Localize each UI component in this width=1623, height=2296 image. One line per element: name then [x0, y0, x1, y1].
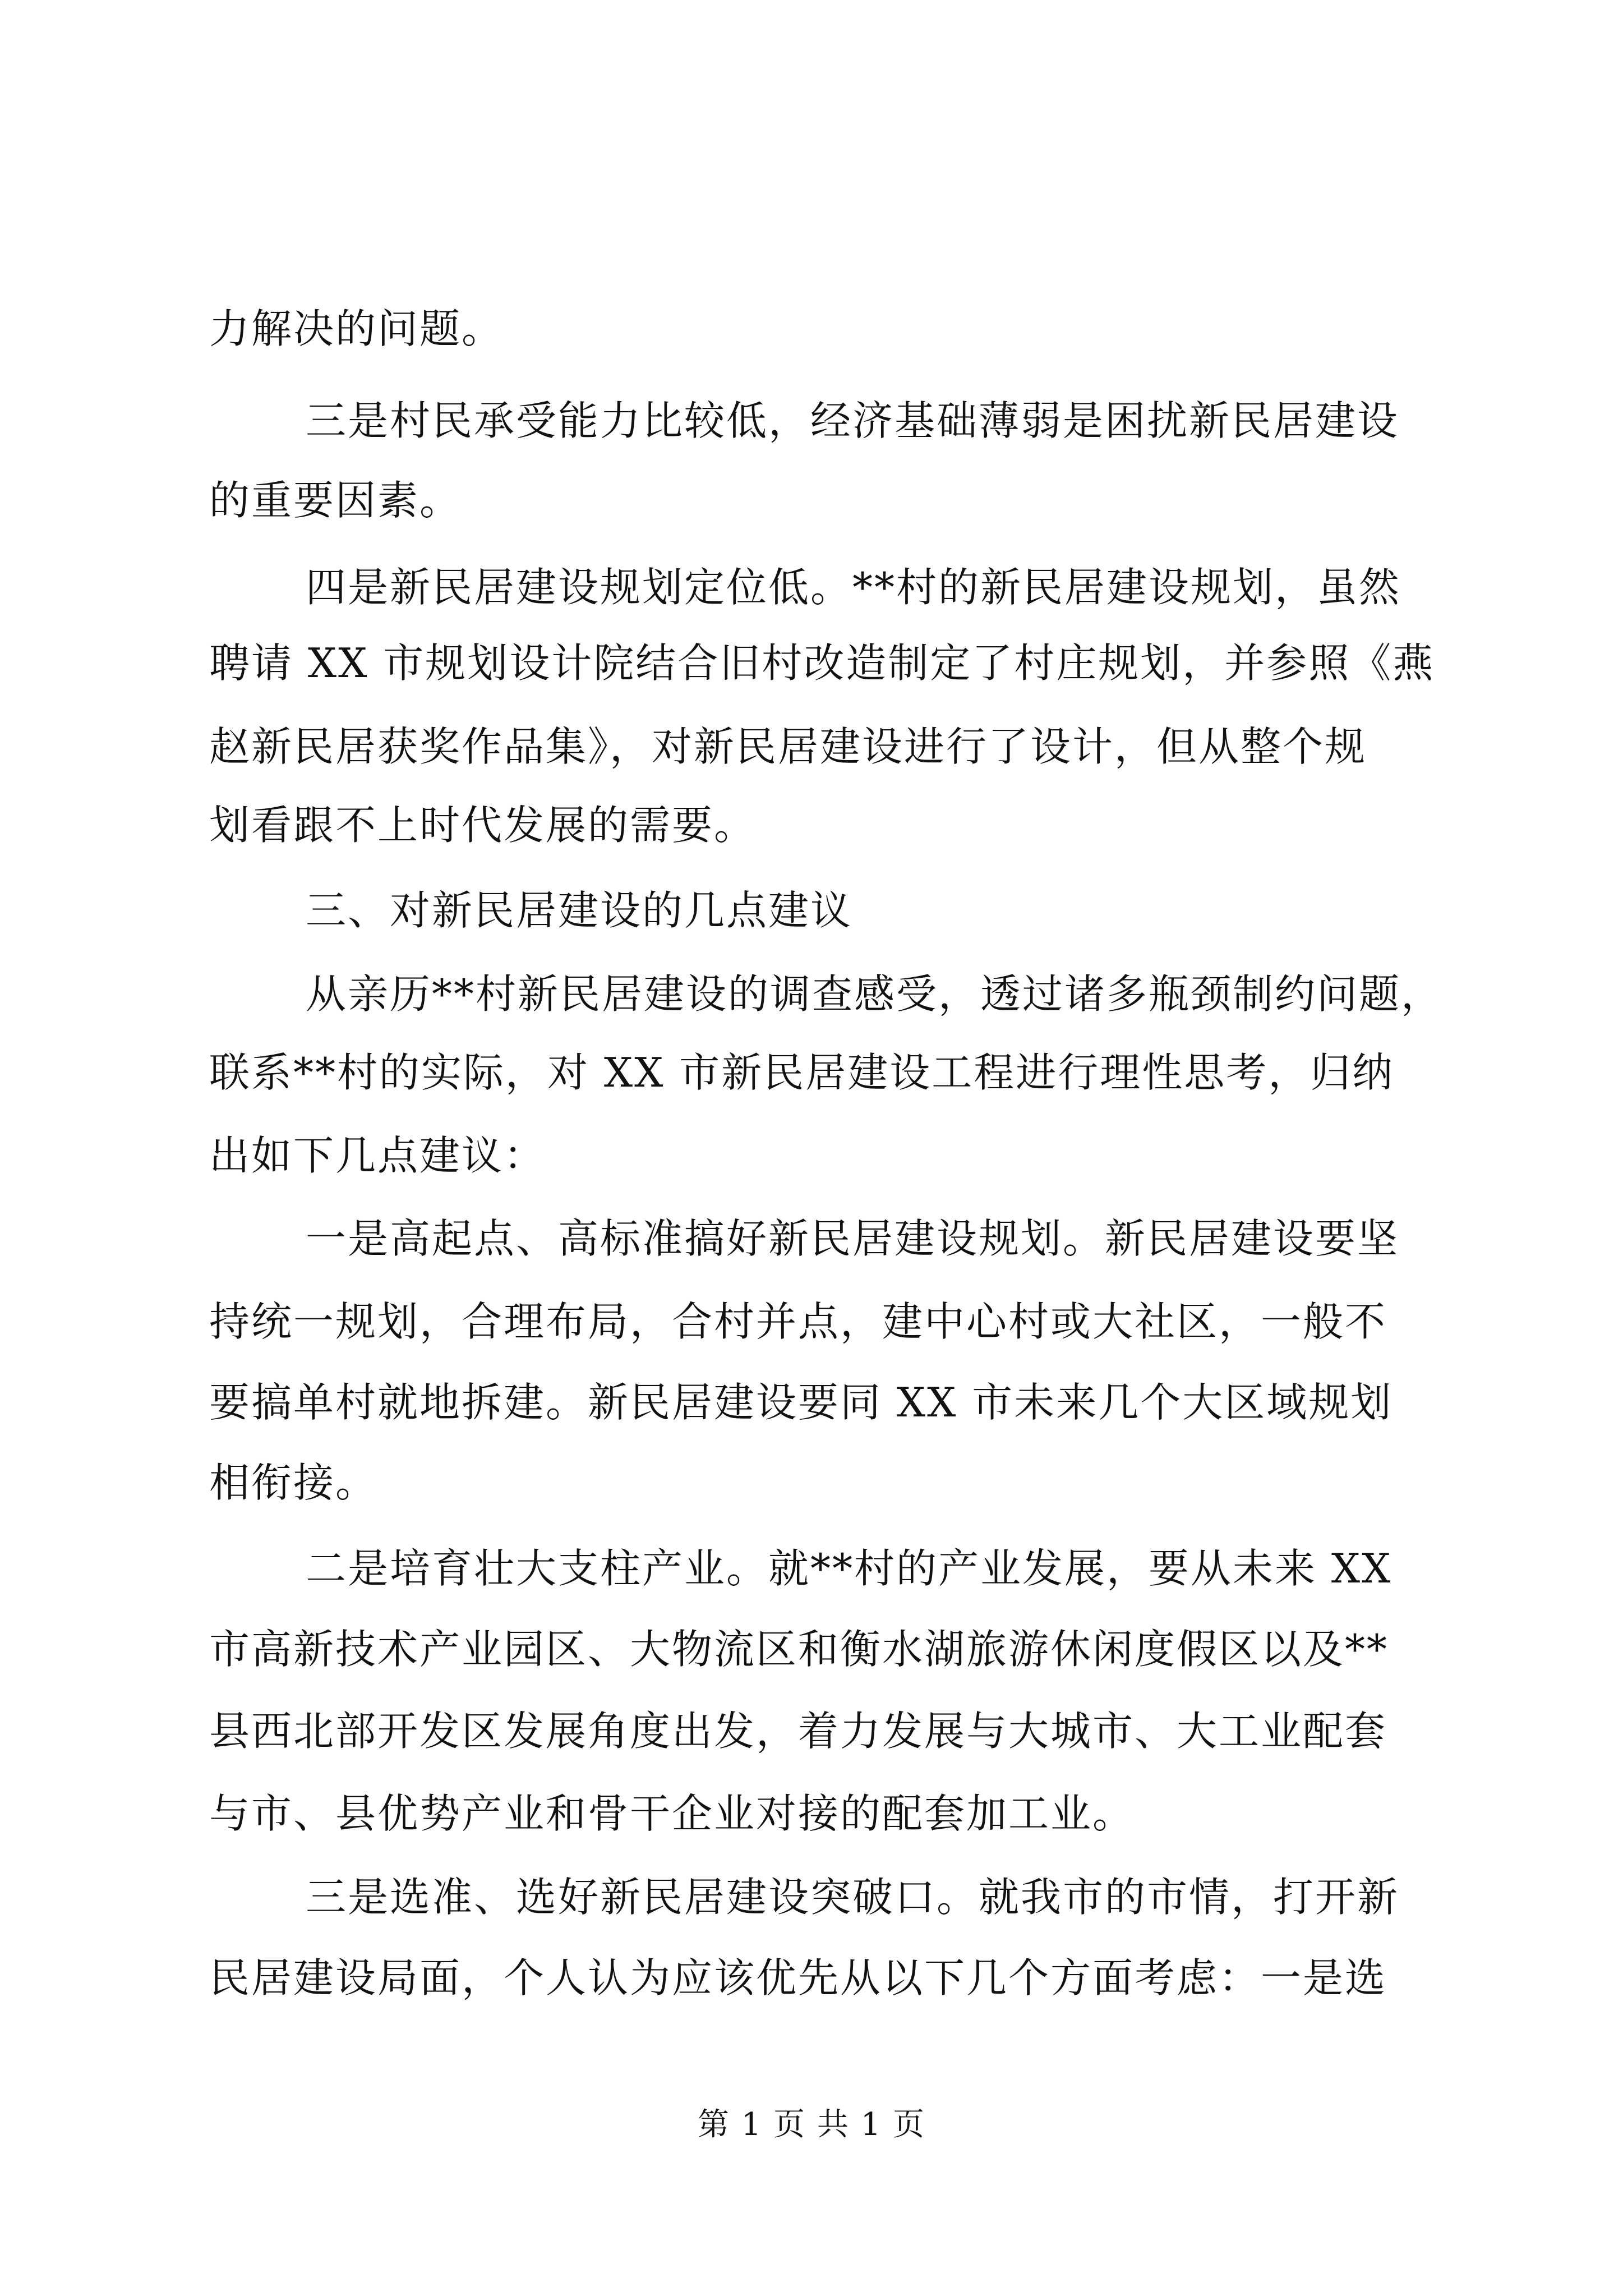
text-line-21: 民居建设局面，个人认为应该优先从以下几个方面考虑：一是选 — [209, 1954, 1387, 2001]
text-line-20: 三是选准、选好新民居建设突破口。就我市的市情，打开新 — [306, 1874, 1400, 1921]
text-line-18: 县西北部开发区发展角度出发，着力发展与大城市、大工业配套 — [209, 1708, 1387, 1755]
text-line-19: 与市、县优势产业和骨干企业对接的配套加工业。 — [209, 1790, 1135, 1837]
text-line-17: 市高新技术产业园区、大物流区和衡水湖旅游休闲度假区以及** — [209, 1626, 1389, 1673]
text-line-14: 要搞单村就地拆建。新民居建设要同 XX 市未来几个大区域规划 — [209, 1379, 1393, 1426]
text-line-16: 二是培育壮大支柱产业。就**村的产业发展，要从未来 XX — [306, 1545, 1393, 1592]
text-line-2: 三是村民承受能力比较低，经济基础薄弱是困扰新民居建设 — [306, 397, 1400, 444]
text-line-9: 从亲历**村新民居建设的调查感受，透过诸多瓶颈制约问题， — [306, 970, 1444, 1018]
text-line-3: 的重要因素。 — [209, 477, 462, 524]
text-line-6: 赵新民居获奖作品集》，对新民居建设进行了设计，但从整个规 — [209, 723, 1367, 770]
section-heading: 三、对新民居建设的几点建议 — [306, 887, 853, 934]
page-footer: 第 1 页 共 1 页 — [697, 2106, 926, 2143]
text-line-1: 力解决的问题。 — [209, 305, 504, 352]
text-line-15: 相衔接。 — [209, 1459, 378, 1506]
text-line-12: 一是高起点、高标准搞好新民居建设规划。新民居建设要坚 — [306, 1215, 1400, 1262]
text-line-10: 联系**村的实际，对 XX 市新民居建设工程进行理性思考，归纳 — [209, 1049, 1395, 1096]
text-line-7: 划看跟不上时代发展的需要。 — [209, 802, 757, 849]
text-line-5: 聘请 XX 市规划设计院结合旧村改造制定了村庄规划，并参照《燕 — [209, 639, 1435, 687]
text-line-13: 持统一规划，合理布局，合村并点，建中心村或大社区，一般不 — [209, 1298, 1387, 1345]
text-line-11: 出如下几点建议： — [209, 1132, 546, 1179]
text-line-4: 四是新民居建设规划定位低。**村的新民居建设规划，虽然 — [306, 564, 1401, 611]
